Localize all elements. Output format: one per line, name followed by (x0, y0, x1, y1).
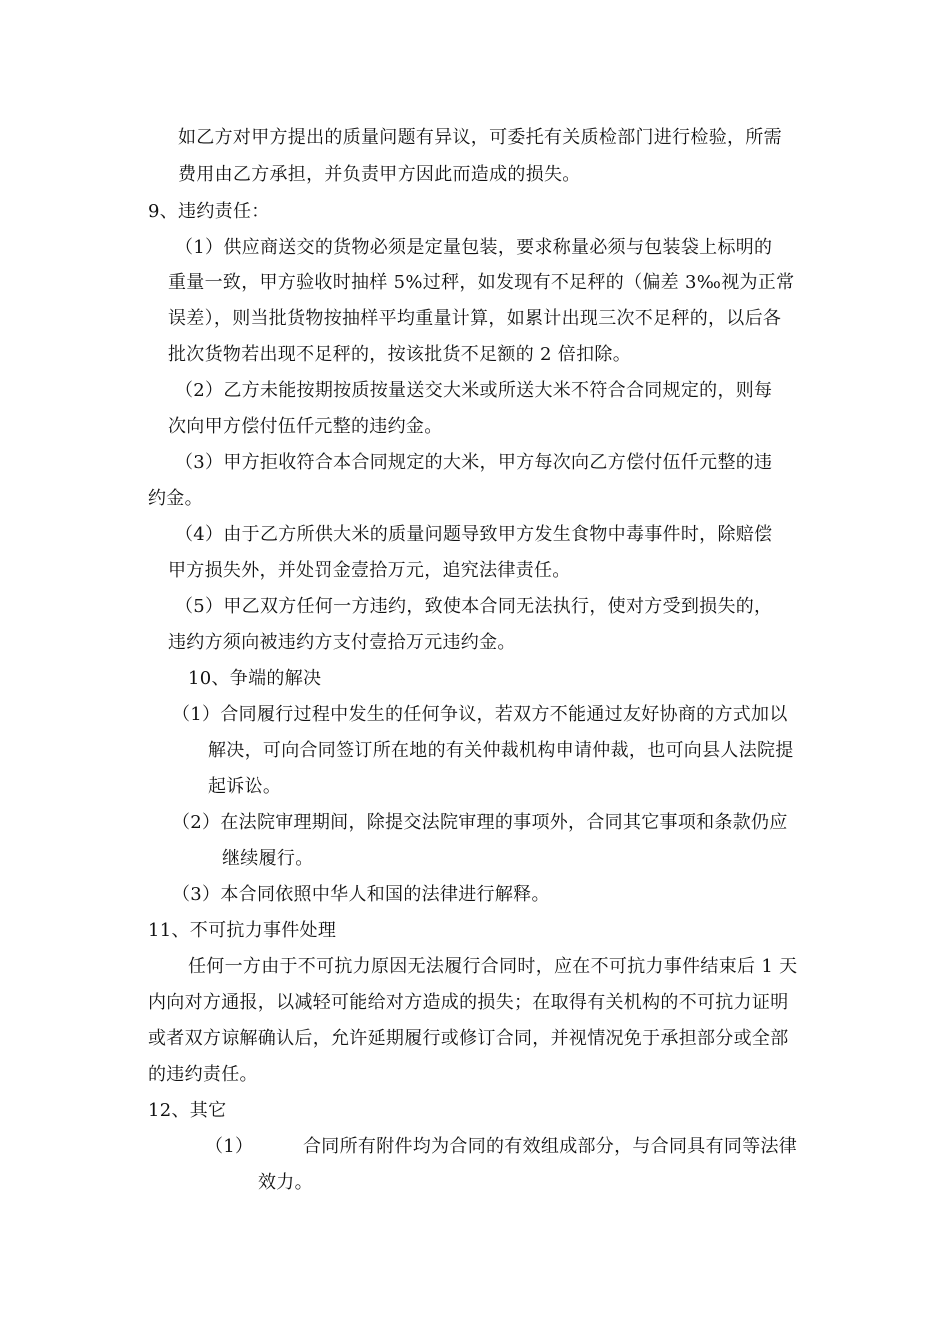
paragraph-line: （5）甲乙双方任何一方违约，致使本合同无法执行，使对方受到损失的， (175, 596, 773, 617)
section-heading: 10、争端的解决 (188, 668, 322, 689)
paragraph-line: 解决，可向合同签订所在地的有关仲裁机构申请仲裁，也可向县人法院提 (208, 740, 794, 761)
paragraph-line: 误差），则当批货物按抽样平均重量计算，如累计出现三次不足秤的，以后各 (168, 308, 782, 329)
paragraph-line: 约金。 (148, 488, 203, 509)
section-heading: 12、其它 (148, 1100, 227, 1121)
paragraph-line: 批次货物若出现不足秤的，按该批货不足额的 2 倍扣除。 (168, 344, 631, 365)
paragraph-line: 效力。 (258, 1172, 313, 1193)
paragraph-line: （1）合同履行过程中发生的任何争议，若双方不能通过友好协商的方式加以 (172, 704, 788, 725)
paragraph-line: 合同所有附件均为合同的有效组成部分，与合同具有同等法律 (303, 1136, 798, 1157)
paragraph-line: 起诉讼。 (208, 776, 282, 797)
paragraph-line: （4）由于乙方所供大米的质量问题导致甲方发生食物中毒事件时，除赔偿 (175, 524, 773, 545)
section-heading: 11、不可抗力事件处理 (148, 920, 337, 941)
paragraph-line: （3）本合同依照中华人和国的法律进行解释。 (172, 884, 550, 905)
paragraph-line: 的违约责任。 (148, 1064, 258, 1085)
paragraph-line: 或者双方谅解确认后，允许延期履行或修订合同，并视情况免于承担部分或全部 (148, 1028, 789, 1049)
paragraph-line: 违约方须向被违约方支付壹拾万元违约金。 (168, 632, 516, 653)
paragraph-line: 如乙方对甲方提出的质量问题有异议，可委托有关质检部门进行检验，所需 (178, 127, 782, 148)
section-heading: 9、违约责任： (148, 201, 270, 222)
paragraph-line: （1）供应商送交的货物必须是定量包装，要求称量必须与包装袋上标明的 (175, 237, 773, 258)
paragraph-line: （3）甲方拒收符合本合同规定的大米，甲方每次向乙方偿付伍仟元整的违 (175, 452, 773, 473)
paragraph-line: 甲方损失外，并处罚金壹拾万元，追究法律责任。 (168, 560, 571, 581)
paragraph-line: 内向对方通报，以减轻可能给对方造成的损失；在取得有关机构的不可抗力证明 (148, 992, 789, 1013)
list-marker: （1） (205, 1136, 254, 1157)
paragraph-line: （2）乙方未能按期按质按量送交大米或所送大米不符合合同规定的，则每 (175, 380, 773, 401)
paragraph-line: 任何一方由于不可抗力原因无法履行合同时，应在不可抗力事件结束后 1 天 (188, 956, 798, 977)
paragraph-line: 次向甲方偿付伍仟元整的违约金。 (168, 416, 443, 437)
paragraph-line: 继续履行。 (222, 848, 314, 869)
paragraph-line: 重量一致，甲方验收时抽样 5%过秤，如发现有不足秤的（偏差 3‰视为正常 (168, 272, 795, 293)
paragraph-line: 费用由乙方承担，并负责甲方因此而造成的损失。 (178, 164, 581, 185)
paragraph-line: （2）在法院审理期间，除提交法院审理的事项外，合同其它事项和条款仍应 (172, 812, 788, 833)
